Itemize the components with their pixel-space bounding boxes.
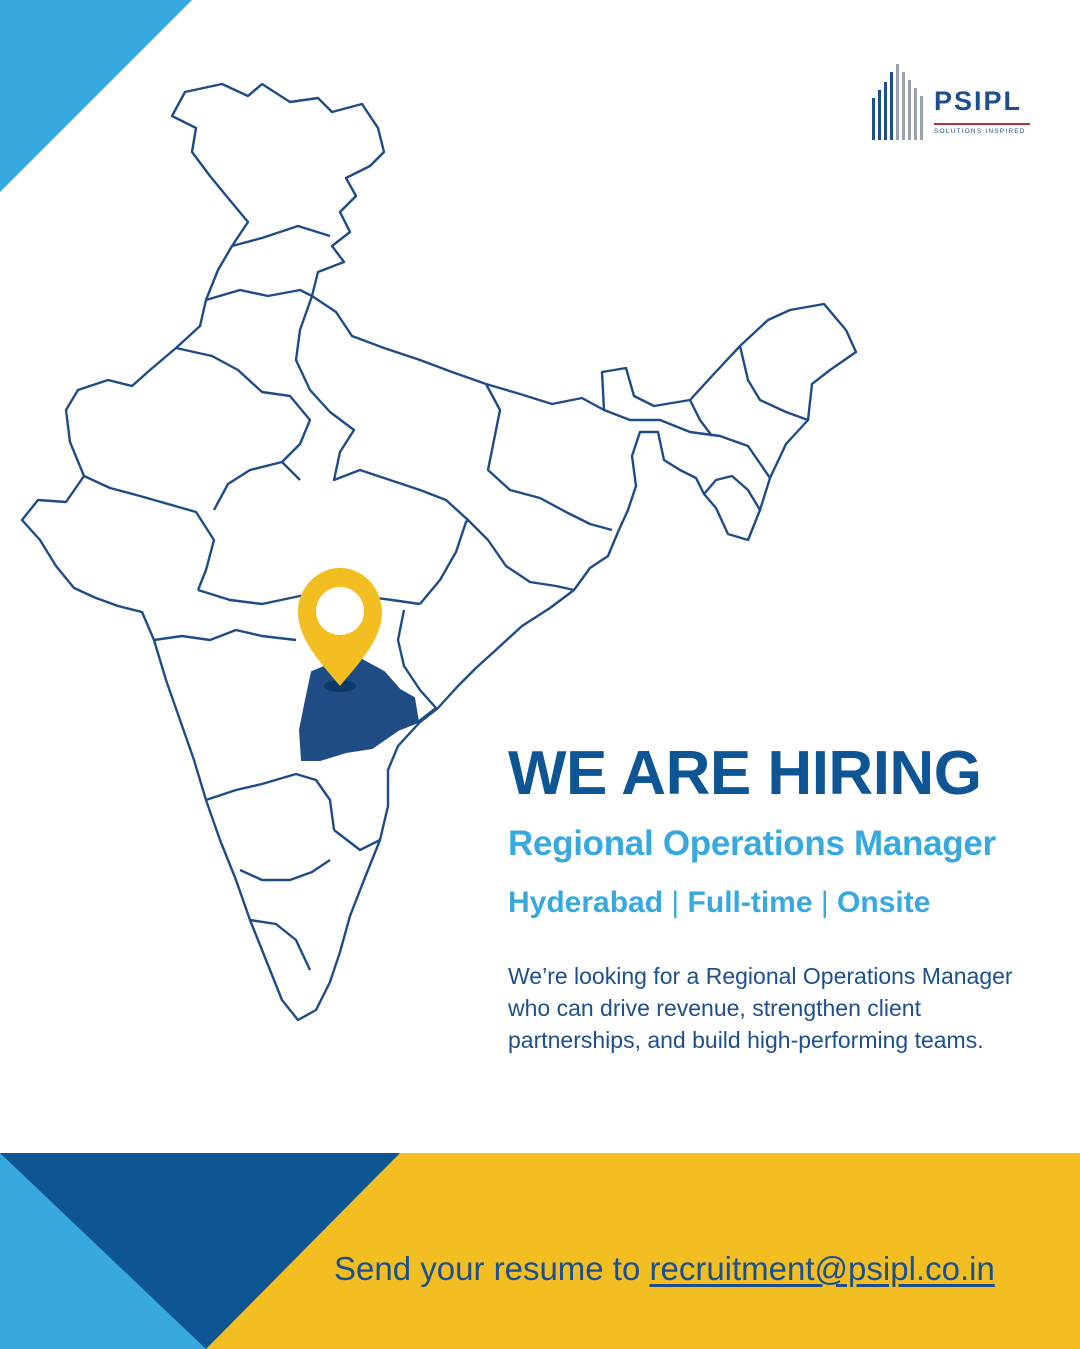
job-type: Full-time: [687, 886, 813, 919]
brand-tagline: SOLUTIONS INSPIRED: [934, 128, 1026, 135]
brand-name: PSIPL: [934, 86, 1023, 116]
cta-prefix: Send your resume to: [334, 1250, 650, 1287]
separator: |: [671, 886, 680, 919]
job-role: Regional Operations Manager: [508, 824, 996, 863]
job-description: We’re looking for a Regional Operations Manager who can drive revenue, strengthen client partnerships, and build high-performing teams.: [508, 963, 1013, 1053]
recruitment-email-link[interactable]: recruitment@psipl.co.in: [649, 1250, 995, 1287]
job-mode: Onsite: [837, 886, 931, 919]
psipl-logo[interactable]: [870, 62, 1040, 144]
job-meta: [508, 886, 930, 920]
job-location: Hyderabad: [508, 886, 664, 919]
india-outline: [22, 84, 856, 1020]
brand-rule: [934, 123, 1030, 125]
separator: |: [820, 886, 829, 919]
apply-call-to-action: [334, 1250, 995, 1288]
page-title: WE ARE HIRING: [508, 739, 982, 808]
